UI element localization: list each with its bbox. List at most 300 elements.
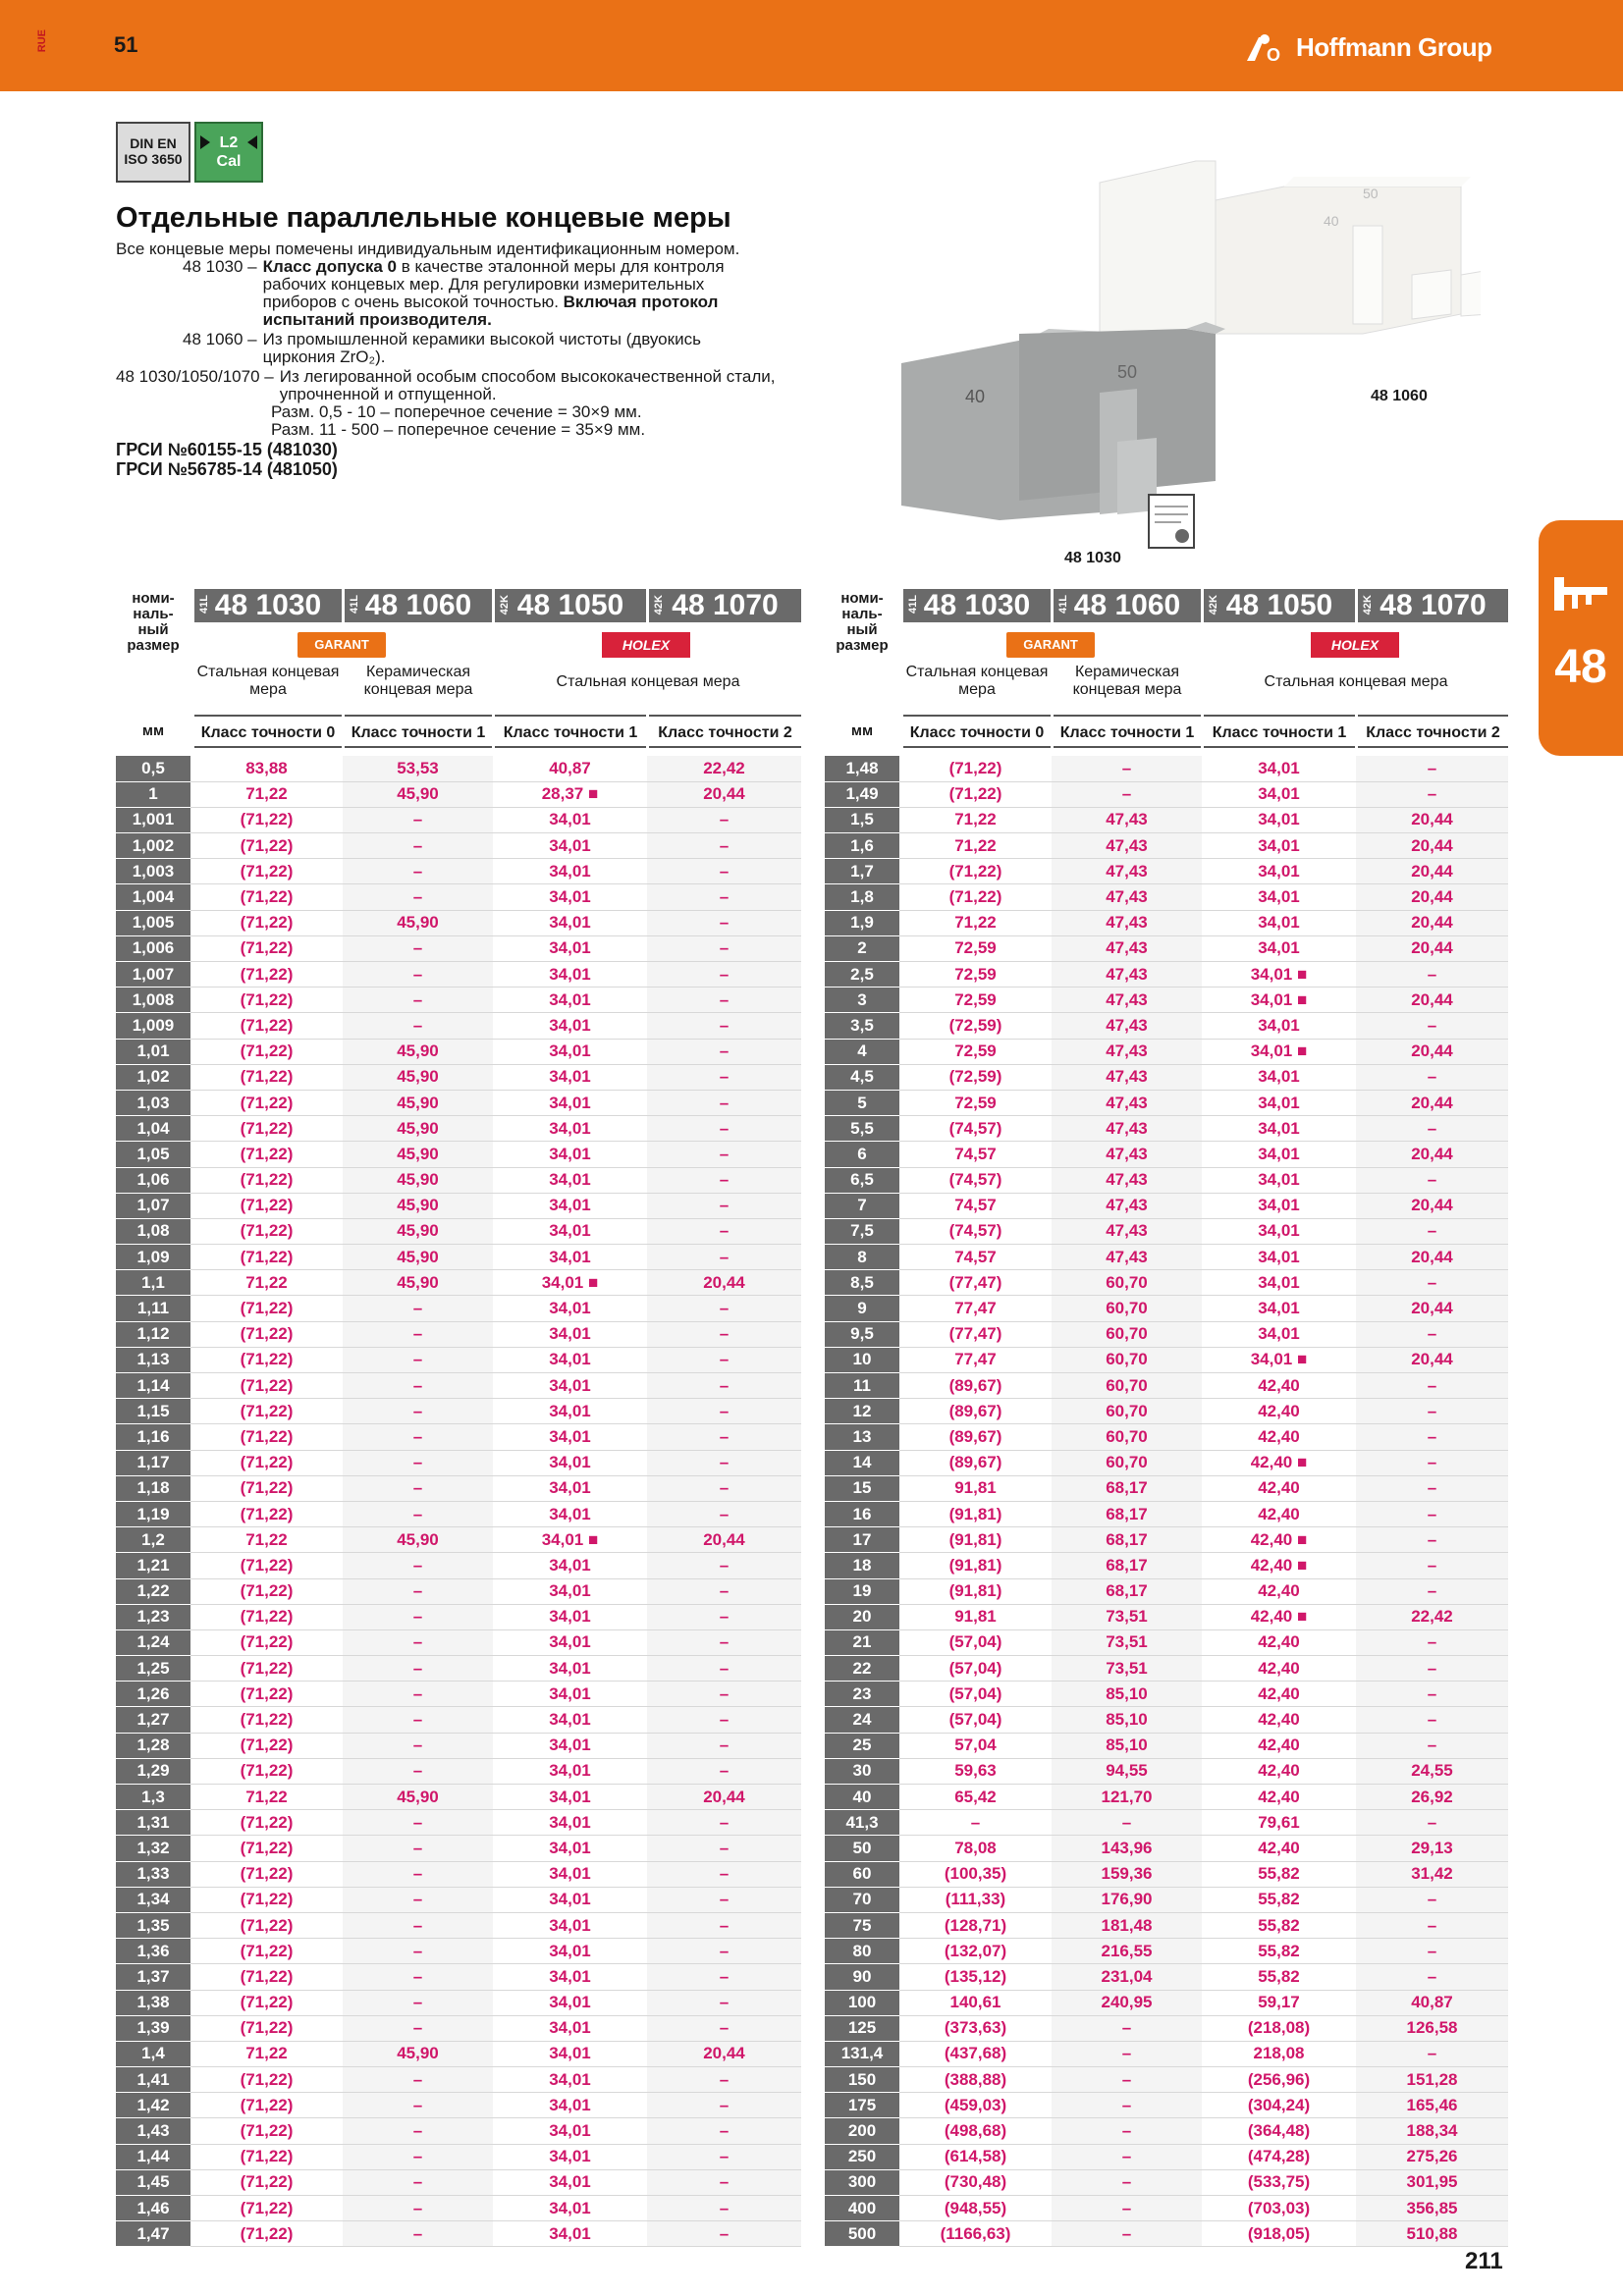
price-table-right <box>825 756 1508 2247</box>
price-cell: – <box>343 2169 493 2195</box>
price-cell: (74,57) <box>899 1167 1052 1193</box>
table-row <box>825 833 1508 859</box>
table-row <box>825 1039 1508 1064</box>
price-cell: 85,10 <box>1052 1682 1202 1707</box>
price-cell: 24,55 <box>1356 1758 1508 1784</box>
table-row <box>116 1245 801 1270</box>
price-cell: – <box>647 1475 801 1501</box>
svg-text:O: O <box>1267 45 1280 63</box>
nominal-size-cell: 1,18 <box>116 1475 190 1501</box>
price-cell: 47,43 <box>1052 1116 1202 1142</box>
price-cell: 20,44 <box>1356 884 1508 910</box>
price-cell: 34,01 ■ <box>1202 988 1356 1013</box>
language-code: RUE <box>36 29 48 53</box>
nominal-size-cell: 1,005 <box>116 910 190 935</box>
price-cell: (71,22) <box>190 2093 343 2118</box>
price-cell: 34,01 <box>493 1990 647 2015</box>
price-cell: (71,22) <box>190 2118 343 2144</box>
price-cell: – <box>343 1347 493 1372</box>
table-row <box>825 1836 1508 1861</box>
price-cell: 34,01 <box>1202 1013 1356 1039</box>
nominal-size-cell: 1,48 <box>825 756 899 781</box>
price-cell: 34,01 <box>493 1912 647 1938</box>
price-cell: 140,61 <box>899 1990 1052 2015</box>
nominal-size-cell: 1,14 <box>116 1373 190 1399</box>
price-cell: 55,82 <box>1202 1861 1356 1887</box>
table-row <box>825 1939 1508 1964</box>
price-cell: (71,22) <box>190 1707 343 1733</box>
nominal-size-cell: 1,5 <box>825 807 899 832</box>
nominal-size-cell: 1,06 <box>116 1167 190 1193</box>
price-cell: 165,46 <box>1356 2093 1508 2118</box>
price-cell: 42,40 <box>1202 1629 1356 1655</box>
price-cell: – <box>647 833 801 859</box>
nominal-size-cell: 3 <box>825 988 899 1013</box>
price-cell: 45,90 <box>343 1039 493 1064</box>
nominal-size-cell: 14 <box>825 1450 899 1475</box>
price-cell: 34,01 <box>493 1964 647 1990</box>
nominal-size-cell: 7 <box>825 1193 899 1218</box>
price-cell: 72,59 <box>899 962 1052 988</box>
nominal-size-cell: 1,16 <box>116 1424 190 1450</box>
price-cell: 34,01 <box>493 910 647 935</box>
table-row <box>825 781 1508 807</box>
nominal-size-cell: 1,21 <box>116 1553 190 1578</box>
table-row <box>825 1142 1508 1167</box>
price-cell: 74,57 <box>899 1193 1052 1218</box>
price-cell: 60,70 <box>1052 1450 1202 1475</box>
price-cell: 20,44 <box>1356 833 1508 859</box>
nominal-size-cell: 1,27 <box>116 1707 190 1733</box>
nominal-size-cell: 500 <box>825 2221 899 2247</box>
table-row <box>825 1270 1508 1296</box>
nominal-size-cell: 41,3 <box>825 1810 899 1836</box>
price-cell: – <box>647 962 801 988</box>
price-cell: 47,43 <box>1052 988 1202 1013</box>
price-cell: (703,03) <box>1202 2196 1356 2221</box>
arrow-left-icon <box>247 135 257 149</box>
table-row <box>825 2041 1508 2066</box>
price-cell: – <box>343 2221 493 2247</box>
price-cell: (304,24) <box>1202 2093 1356 2118</box>
price-table-left <box>116 756 801 2247</box>
price-cell: (71,22) <box>190 1810 343 1836</box>
table-row <box>116 1116 801 1142</box>
price-cell: 55,82 <box>1202 1964 1356 1990</box>
chapter-tab[interactable] <box>1539 520 1623 756</box>
price-cell: – <box>647 1836 801 1861</box>
nominal-size-cell: 1,11 <box>116 1296 190 1321</box>
price-cell: (71,22) <box>190 1939 343 1964</box>
price-cell: 74,57 <box>899 1142 1052 1167</box>
price-cell: – <box>343 1501 493 1526</box>
price-cell: 34,01 <box>1202 1116 1356 1142</box>
price-cell: 34,01 <box>1202 1245 1356 1270</box>
nominal-size-cell: 20 <box>825 1604 899 1629</box>
price-cell: – <box>647 1193 801 1218</box>
table-row <box>116 1167 801 1193</box>
table-row <box>116 1656 801 1682</box>
price-cell: 34,01 <box>493 1682 647 1707</box>
price-cell: – <box>647 1887 801 1912</box>
price-cell: – <box>343 1758 493 1784</box>
price-cell: 47,43 <box>1052 833 1202 859</box>
price-cell: (71,22) <box>190 1553 343 1578</box>
price-cell: 71,22 <box>190 1785 343 1810</box>
nominal-size-cell: 10 <box>825 1347 899 1372</box>
price-cell: 20,44 <box>1356 1296 1508 1321</box>
price-cell: 34,01 <box>1202 1218 1356 1244</box>
price-cell: – <box>1356 1475 1508 1501</box>
price-cell: – <box>1356 1013 1508 1039</box>
svg-text:40: 40 <box>965 387 986 406</box>
nominal-size-cell: 1,7 <box>825 859 899 884</box>
nominal-size-cell: 2,5 <box>825 962 899 988</box>
nominal-size-cell: 5 <box>825 1090 899 1115</box>
nominal-size-cell: 1,6 <box>825 833 899 859</box>
nominal-size-cell: 24 <box>825 1707 899 1733</box>
table-row <box>116 1629 801 1655</box>
price-cell: 45,90 <box>343 1090 493 1115</box>
nominal-size-cell: 1,12 <box>116 1321 190 1347</box>
price-cell: 71,22 <box>190 1527 343 1553</box>
table-row <box>116 1861 801 1887</box>
price-cell: – <box>1356 962 1508 988</box>
nominal-size-cell: 1,19 <box>116 1501 190 1526</box>
price-cell: (91,81) <box>899 1578 1052 1604</box>
price-cell: 34,01 <box>1202 1064 1356 1090</box>
price-cell: – <box>1052 2093 1202 2118</box>
nominal-size-cell: 12 <box>825 1399 899 1424</box>
price-cell: 121,70 <box>1052 1785 1202 1810</box>
chapter-number: 48 <box>1554 641 1607 693</box>
nominal-size-cell: 19 <box>825 1578 899 1604</box>
price-cell: (71,22) <box>190 1167 343 1193</box>
price-cell: 45,90 <box>343 1245 493 1270</box>
price-cell: – <box>647 1013 801 1039</box>
price-cell: 218,08 <box>1202 2041 1356 2066</box>
price-cell: 20,44 <box>1356 988 1508 1013</box>
table-row <box>825 1167 1508 1193</box>
price-cell: 34,01 <box>493 1501 647 1526</box>
table-row <box>825 1912 1508 1938</box>
price-cell: (100,35) <box>899 1861 1052 1887</box>
table-row <box>825 1656 1508 1682</box>
price-cell: – <box>647 988 801 1013</box>
price-cell: 34,01 <box>493 935 647 961</box>
price-cell: 34,01 <box>493 1116 647 1142</box>
table-row <box>116 884 801 910</box>
price-cell: – <box>343 1578 493 1604</box>
table-row <box>116 1270 801 1296</box>
nominal-size-cell: 1,29 <box>116 1758 190 1784</box>
price-cell: – <box>647 1167 801 1193</box>
price-cell: 47,43 <box>1052 1193 1202 1218</box>
price-cell: – <box>647 1861 801 1887</box>
price-cell: 159,36 <box>1052 1861 1202 1887</box>
price-cell: – <box>1356 1912 1508 1938</box>
price-cell: 60,70 <box>1052 1296 1202 1321</box>
table-row <box>825 935 1508 961</box>
price-cell: 20,44 <box>1356 1347 1508 1372</box>
nominal-size-cell: 1,03 <box>116 1090 190 1115</box>
price-cell: 45,90 <box>343 910 493 935</box>
price-cell: 34,01 <box>493 1373 647 1399</box>
price-cell: – <box>1052 2144 1202 2169</box>
price-cell: – <box>1356 1373 1508 1399</box>
price-cell: 72,59 <box>899 1039 1052 1064</box>
price-cell: 45,90 <box>343 1142 493 1167</box>
nominal-size-cell: 9 <box>825 1296 899 1321</box>
price-cell: 42,40 <box>1202 1373 1356 1399</box>
price-cell: (71,22) <box>190 1245 343 1270</box>
price-cell: – <box>1356 1629 1508 1655</box>
price-cell: 34,01 <box>493 1167 647 1193</box>
price-cell: (71,22) <box>190 1912 343 1938</box>
price-cell: – <box>1052 756 1202 781</box>
table-row <box>116 910 801 935</box>
price-cell: (71,22) <box>190 1501 343 1526</box>
price-cell: 34,01 <box>1202 1193 1356 1218</box>
price-cell: 231,04 <box>1052 1964 1202 1990</box>
price-cell: (71,22) <box>190 884 343 910</box>
price-cell: (1166,63) <box>899 2221 1052 2247</box>
price-cell: 20,44 <box>1356 859 1508 884</box>
price-cell: – <box>343 1321 493 1347</box>
nominal-size-cell: 1,28 <box>116 1733 190 1758</box>
table-row <box>825 1296 1508 1321</box>
price-cell: – <box>343 2144 493 2169</box>
price-cell: – <box>647 1424 801 1450</box>
price-cell: 20,44 <box>1356 1039 1508 1064</box>
price-cell: 77,47 <box>899 1347 1052 1372</box>
table-row <box>116 1836 801 1861</box>
price-cell: – <box>1052 2221 1202 2247</box>
price-cell: 34,01 <box>493 1733 647 1758</box>
price-cell: (89,67) <box>899 1373 1052 1399</box>
price-cell: 34,01 <box>493 1321 647 1347</box>
price-cell: – <box>343 1939 493 1964</box>
price-cell: (71,22) <box>190 1193 343 1218</box>
price-cell: 34,01 <box>1202 1270 1356 1296</box>
price-cell: – <box>647 859 801 884</box>
price-cell: 77,47 <box>899 1296 1052 1321</box>
price-cell: 59,17 <box>1202 1990 1356 2015</box>
nominal-size-cell: 1,004 <box>116 884 190 910</box>
nominal-size-cell: 8,5 <box>825 1270 899 1296</box>
price-cell: 57,04 <box>899 1733 1052 1758</box>
price-cell: – <box>647 1116 801 1142</box>
price-cell: (474,28) <box>1202 2144 1356 2169</box>
table-row <box>825 1116 1508 1142</box>
price-cell: 73,51 <box>1052 1604 1202 1629</box>
price-cell: (71,22) <box>190 1450 343 1475</box>
nominal-size-cell: 4,5 <box>825 1064 899 1090</box>
price-cell: (91,81) <box>899 1501 1052 1526</box>
price-cell: (74,57) <box>899 1218 1052 1244</box>
nominal-size-cell: 0,5 <box>116 756 190 781</box>
price-cell: – <box>647 1912 801 1938</box>
price-cell: – <box>647 1501 801 1526</box>
price-cell: 20,44 <box>647 781 801 807</box>
price-cell: (71,22) <box>190 1218 343 1244</box>
price-cell: 42,40 <box>1202 1501 1356 1526</box>
price-cell: (135,12) <box>899 1964 1052 1990</box>
price-cell: – <box>1356 1218 1508 1244</box>
price-cell: (437,68) <box>899 2041 1052 2066</box>
price-cell: 34,01 <box>1202 935 1356 961</box>
price-cell: 47,43 <box>1052 859 1202 884</box>
nominal-size-cell: 1,008 <box>116 988 190 1013</box>
price-cell: – <box>343 2093 493 2118</box>
price-cell: – <box>1356 1399 1508 1424</box>
price-cell: – <box>647 1245 801 1270</box>
price-cell: (71,22) <box>190 910 343 935</box>
price-cell: 34,01 <box>1202 781 1356 807</box>
price-cell: 34,01 <box>1202 1142 1356 1167</box>
price-cell: 34,01 <box>493 2015 647 2041</box>
price-cell: – <box>1356 2041 1508 2066</box>
price-cell: – <box>647 1347 801 1372</box>
price-cell: – <box>1356 1424 1508 1450</box>
price-cell: (71,22) <box>190 807 343 832</box>
price-cell: 47,43 <box>1052 1090 1202 1115</box>
price-cell: (111,33) <box>899 1887 1052 1912</box>
price-cell: 26,92 <box>1356 1785 1508 1810</box>
price-cell: (918,05) <box>1202 2221 1356 2247</box>
nominal-size-cell: 9,5 <box>825 1321 899 1347</box>
price-cell: 42,40 <box>1202 1785 1356 1810</box>
price-cell: 34,01 <box>1202 756 1356 781</box>
price-cell: (459,03) <box>899 2093 1052 2118</box>
price-cell: – <box>647 2067 801 2093</box>
price-cell: 40,87 <box>493 756 647 781</box>
price-cell: 240,95 <box>1052 1990 1202 2015</box>
price-cell: 34,01 <box>1202 859 1356 884</box>
price-cell: – <box>1052 2196 1202 2221</box>
hoffmann-logo <box>1245 31 1492 63</box>
arrow-right-icon <box>200 135 210 149</box>
price-cell: 34,01 <box>493 859 647 884</box>
table-row <box>825 1578 1508 1604</box>
price-cell: – <box>1356 1116 1508 1142</box>
table-row <box>825 756 1508 781</box>
table-row <box>825 1245 1508 1270</box>
price-cell: – <box>343 988 493 1013</box>
table-row <box>116 1193 801 1218</box>
price-cell: 71,22 <box>899 807 1052 832</box>
price-cell: 301,95 <box>1356 2169 1508 2195</box>
price-cell: 20,44 <box>647 1270 801 1296</box>
price-cell: – <box>343 1810 493 1836</box>
price-cell: 151,28 <box>1356 2067 1508 2093</box>
table-row <box>116 1758 801 1784</box>
price-cell: – <box>1356 1527 1508 1553</box>
nominal-size-cell: 1,43 <box>116 2118 190 2144</box>
table-row <box>116 1090 801 1115</box>
table-row <box>116 807 801 832</box>
nominal-size-cell: 1,23 <box>116 1604 190 1629</box>
price-cell: 73,51 <box>1052 1629 1202 1655</box>
nominal-size-cell: 1,31 <box>116 1810 190 1836</box>
price-cell: – <box>1356 1733 1508 1758</box>
table-row <box>116 2196 801 2221</box>
price-cell: – <box>647 1656 801 1682</box>
price-cell: 47,43 <box>1052 1167 1202 1193</box>
code-481060: 48 1060 <box>345 589 492 622</box>
nominal-size-cell: 1,45 <box>116 2169 190 2195</box>
price-cell: 85,10 <box>1052 1707 1202 1733</box>
table-row <box>116 1321 801 1347</box>
price-cell: (71,22) <box>190 2067 343 2093</box>
table-row <box>825 1629 1508 1655</box>
price-cell: 34,01 <box>493 833 647 859</box>
price-cell: 40,87 <box>1356 1990 1508 2015</box>
nominal-size-cell: 21 <box>825 1629 899 1655</box>
price-cell: – <box>1356 1887 1508 1912</box>
price-cell: – <box>343 2067 493 2093</box>
price-cell: 42,40 <box>1202 1424 1356 1450</box>
price-cell: 34,01 <box>493 1785 647 1810</box>
price-cell: 34,01 <box>493 2169 647 2195</box>
table-row <box>825 807 1508 832</box>
table-row <box>825 1193 1508 1218</box>
table-row <box>825 1347 1508 1372</box>
nominal-size-label: номи- наль- ный размер <box>127 590 180 654</box>
nominal-size-cell: 7,5 <box>825 1218 899 1244</box>
price-cell: (71,22) <box>899 781 1052 807</box>
table-row <box>116 1399 801 1424</box>
page-number: 211 <box>1465 2248 1503 2274</box>
price-cell: 47,43 <box>1052 884 1202 910</box>
price-cell: 72,59 <box>899 1090 1052 1115</box>
table-row <box>825 1527 1508 1553</box>
nominal-size-cell: 16 <box>825 1501 899 1526</box>
price-cell: – <box>1356 1064 1508 1090</box>
nominal-size-cell: 6,5 <box>825 1167 899 1193</box>
price-cell: 55,82 <box>1202 1912 1356 1938</box>
price-cell: (614,58) <box>899 2144 1052 2169</box>
price-cell: – <box>343 2196 493 2221</box>
price-cell: 34,01 <box>493 1656 647 1682</box>
nominal-size-cell: 40 <box>825 1785 899 1810</box>
price-cell: 20,44 <box>1356 1245 1508 1270</box>
price-cell: 53,53 <box>343 756 493 781</box>
table-row <box>116 781 801 807</box>
nominal-size-cell: 1,26 <box>116 1682 190 1707</box>
price-cell: 176,90 <box>1052 1887 1202 1912</box>
price-cell: 188,34 <box>1356 2118 1508 2144</box>
table-row <box>116 1939 801 1964</box>
price-cell: – <box>343 1373 493 1399</box>
table-row <box>825 1785 1508 1810</box>
table-row <box>825 2067 1508 2093</box>
price-cell: 20,44 <box>1356 1090 1508 1115</box>
price-cell: 55,82 <box>1202 1939 1356 1964</box>
price-cell: 34,01 <box>493 2221 647 2247</box>
price-cell: 45,90 <box>343 1527 493 1553</box>
price-cell: (77,47) <box>899 1270 1052 1296</box>
nominal-size-cell: 1,07 <box>116 1193 190 1218</box>
table-header-left: номи- наль- ный размер 48 1030 48 1060 48 1050 48 1070 41L 41L 42K 42K GARANT HOLEX Стальная концевая мера Керамическая концевая мера Стальная концевая мера мм Класс точности 0 Класс точности 1 Класс точности 1 Класс точности 2 <box>116 589 801 756</box>
price-cell: (71,22) <box>190 1090 343 1115</box>
table-row <box>825 1399 1508 1424</box>
table-row <box>116 1990 801 2015</box>
nominal-size-cell: 50 <box>825 1836 899 1861</box>
price-cell: (71,22) <box>190 1347 343 1372</box>
price-cell: 45,90 <box>343 1270 493 1296</box>
price-cell: (57,04) <box>899 1707 1052 1733</box>
